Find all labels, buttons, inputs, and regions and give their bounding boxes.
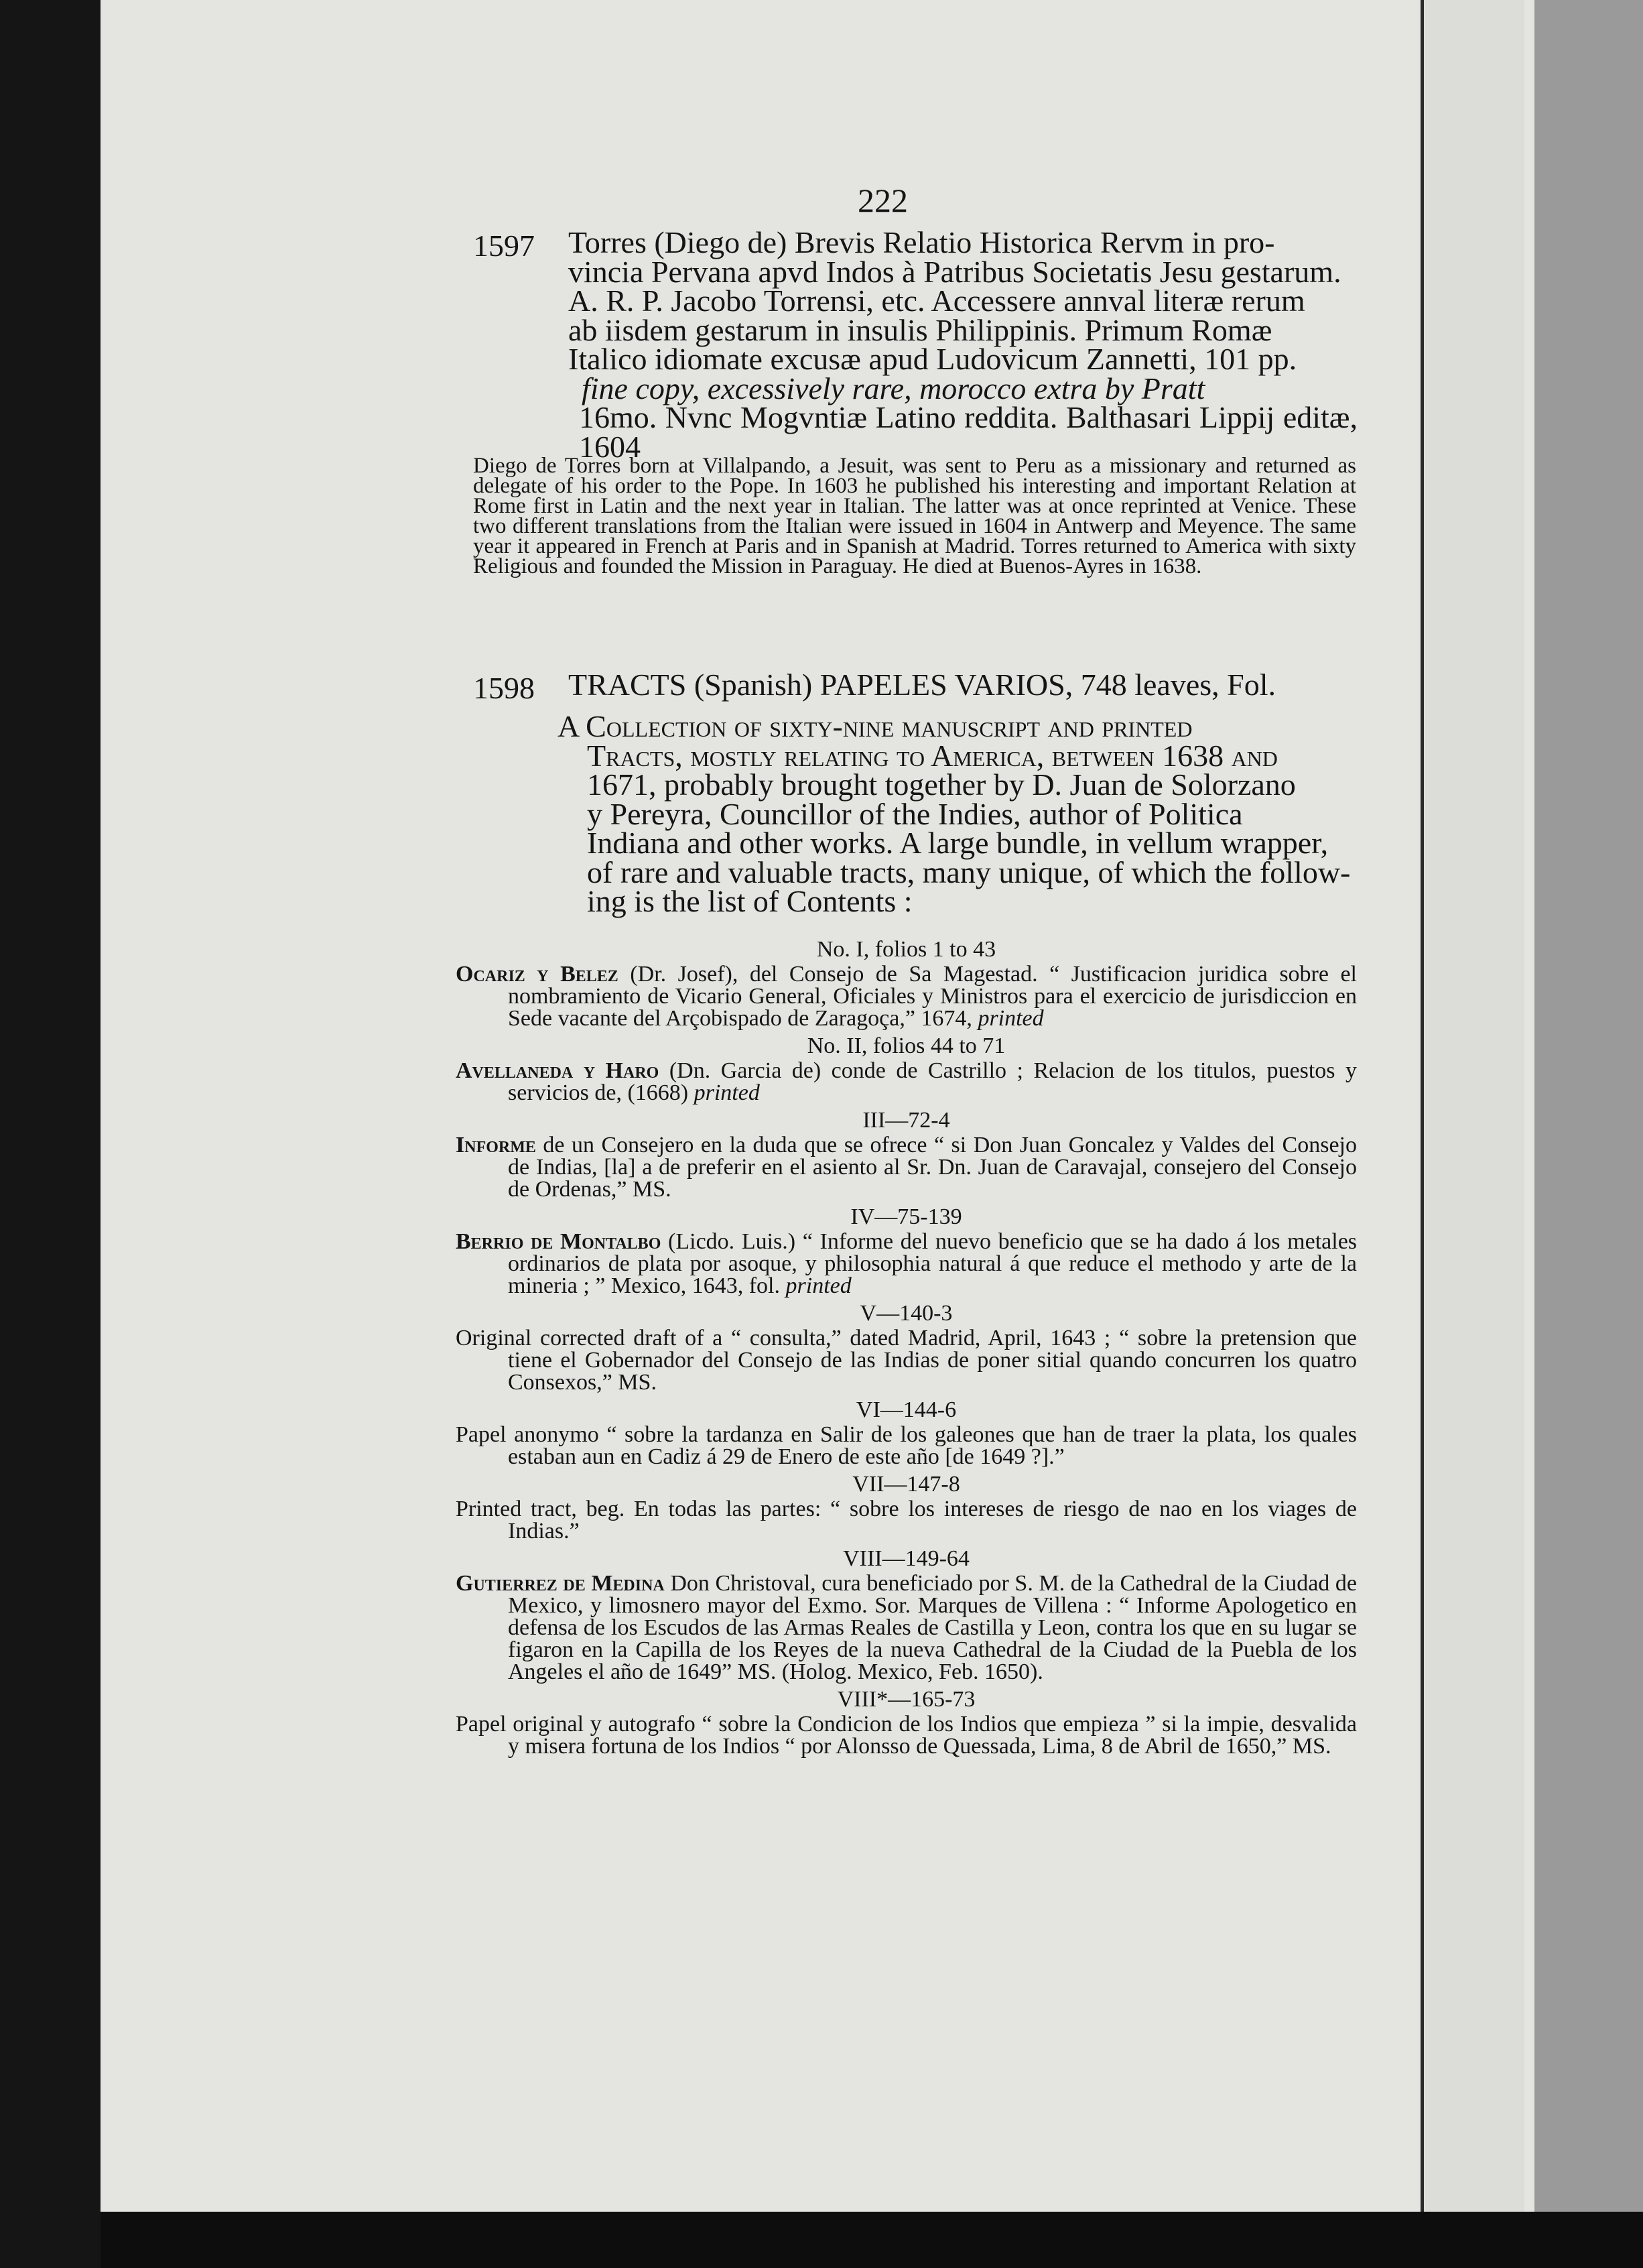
contents-item-author: Gutierrez de Medina <box>456 1571 665 1596</box>
contents-item-author: Ocariz y Belez <box>456 962 618 987</box>
page-number: 222 <box>858 182 908 219</box>
contents-item-author: Informe <box>456 1133 536 1157</box>
contents-item-text: Original corrected draft of a “ consulta,” dated Madrid, April, 1643 ; “ sobre la pretension que tiene el Gobernador del Consejo de las Indias de poner sitial quando concurren los quatro Consexos,” MS. <box>456 1326 1357 1395</box>
entry-1598-line: ing is the list of Contents : <box>587 884 913 918</box>
entry-1597-line: Italico idiomate excusæ apud Ludovicum Zannetti, 101 pp. <box>568 342 1297 376</box>
contents-item-header: No. II, folios 44 to 71 <box>807 1033 1006 1058</box>
contents-item-text <box>456 1572 1357 1683</box>
entry-1598-line: of rare and valuable tracts, many unique, of which the follow- <box>587 855 1351 889</box>
contents-item-text <box>456 1134 1357 1200</box>
contents-item-header: VIII*—165-73 <box>837 1687 976 1712</box>
entry-number-1598: 1598 <box>473 671 535 705</box>
contents-item-header: VII—147-8 <box>852 1472 960 1497</box>
entry-number-1597: 1597 <box>473 229 535 263</box>
contents-item <box>456 1688 1357 1757</box>
contents-item <box>456 1473 1357 1542</box>
contents-item-author: Berrio de Montalbo <box>456 1229 661 1254</box>
contents-item-header: VI—144-6 <box>856 1397 957 1422</box>
contents-item-body: Don Christoval, cura beneficiado por S. M. de la Cathedral de la Ciudad de Mexico, y limosnero mayor del Exmo. Sor. Marques de Villena : “ Informe Apologetico en defensa de los Escudos de las Armas Reales de Castilla y Leon, contra los que en su lugar se figaron en la Capilla de los Reyes de la nueva Cathedral de la Ciudad de la Puebla de los Angeles el año de 1649” MS. (Holog. Mexico, Feb. 1650). <box>508 1571 1357 1684</box>
entry-1598-line: Tracts, mostly relating to America, between 1638 and <box>587 738 1278 773</box>
contents-item <box>456 1548 1357 1683</box>
contents-item-tail: printed <box>694 1080 760 1105</box>
contents-item <box>456 1206 1357 1297</box>
entry-1597-line: fine copy, excessively rare, morocco extra by Pratt <box>582 371 1205 405</box>
contents-item <box>456 1302 1357 1393</box>
contents-item <box>456 1035 1357 1104</box>
contents-item-header: V—140-3 <box>860 1301 953 1326</box>
entry-1597-line: 16mo. Nvnc Mogvntiæ Latino reddita. Balthasari Lippij editæ, 1604 <box>579 400 1358 464</box>
contents-list <box>456 938 1357 1757</box>
page-gutter <box>1421 0 1524 2212</box>
entry-1598-line: 1671, probably brought together by D. Juan de Solorzano <box>587 767 1296 802</box>
contents-item-text <box>456 1231 1357 1297</box>
contents-item-header: VIII—149-64 <box>843 1546 970 1571</box>
entry-1597-line: vincia Pervana apvd Indos à Patribus Societatis Jesu gestarum. <box>568 254 1341 289</box>
scan-margin-right <box>1534 0 1643 2268</box>
contents-item <box>456 1399 1357 1468</box>
contents-item-header: No. I, folios 1 to 43 <box>816 937 996 962</box>
contents-item-author: Avellaneda y Haro <box>456 1058 659 1083</box>
entry-1597-line: A. R. P. Jacobo Torrensi, etc. Accessere annval literæ rerum <box>568 284 1305 318</box>
contents-item-body: de un Consejero en la duda que se ofrece “ si Don Juan Goncalez y Valdes del Consejo de Indias, [la] a de preferir en el asiento al Sr. Dn. Juan de Caravajal, consejero del Consejo de Ordenas,” MS. <box>508 1133 1358 1202</box>
scan-margin-left <box>0 0 101 2268</box>
entry-1598-description <box>557 709 1358 918</box>
contents-item-header: IV—75-139 <box>850 1204 962 1229</box>
entry-1598-text <box>568 670 1358 700</box>
entry-1598-line: y Pereyra, Councillor of the Indies, author of Politica <box>587 796 1243 831</box>
entry-1597-note: Diego de Torres born at Villalpando, a Jesuit, was sent to Peru as a missionary and returned as delegate of his order to the Pope. In 1603 he published his interesting and important Relation at Rome first in Latin and the next year in Italian. The latter was at once reprinted at Venice. These two different translations from the Italian were issued in 1604 in Antwerp and Meyence. The same year it appeared in French at Paris and in Spanish at Madrid. Torres returned to America with sixty Religious and founded the Mission in Paraguay. He died at Buenos-Ayres in 1638. <box>473 454 1356 578</box>
contents-item <box>456 938 1357 1029</box>
contents-item-text <box>456 963 1357 1029</box>
contents-item-body: (Dn. Garcia de) conde de Castrillo ; Relacion de los titulos, puestos y servicios de, (1668) <box>508 1058 1358 1105</box>
contents-item-text: Printed tract, beg. En todas las partes: “ sobre los intereses de riesgo de nao en los viages de Indias.” <box>456 1497 1357 1544</box>
entry-1597-line: ab iisdem gestarum in insulis Philippinis. Primum Romæ <box>568 312 1272 347</box>
entry-1598-heading: TRACTS (Spanish) PAPELES VARIOS, 748 leaves, Fol. <box>568 668 1276 702</box>
contents-item-tail: printed <box>785 1273 852 1298</box>
contents-item-text: Papel anonymo “ sobre la tardanza en Salir de los galeones que han de traer la plata, los quales estaban aun en Cadiz á 29 de Enero de este año [de 1649 ?].” <box>456 1422 1357 1469</box>
contents-item-tail: printed <box>978 1006 1044 1031</box>
entry-1598-line: A Collection of sixty-nine manuscript and printed <box>557 709 1193 743</box>
contents-item-text <box>456 1060 1357 1104</box>
contents-item-header: III—72-4 <box>862 1108 950 1133</box>
contents-item <box>456 1109 1357 1200</box>
scan-margin-bottom <box>101 2212 1643 2268</box>
contents-item-body: (Dr. Josef), del Consejo de Sa Magestad. “ Justificacion juridica sobre el nombramiento de Vicario General, Oficiales y Ministros para el exercicio de jurisdiccion en Sede vacante del Arçobispado de Zaragoça,” 1674, <box>508 962 1358 1031</box>
entry-1597-line: Torres (Diego de) Brevis Relatio Historica Rervm in pro- <box>568 225 1275 259</box>
contents-item-body: (Licdo. Luis.) “ Informe del nuevo beneficio que se ha dado á los metales ordinarios de plata por asoque, y philosophia natural á que reduce el methodo y arte de la mineria ; ” Mexico, 1643, fol. <box>508 1229 1358 1298</box>
contents-item-text: Papel original y autografo “ sobre la Condicion de los Indios que empieza ” si la impie, desvalida y misera fortuna de los Indios “ por Alonsso de Quessada, Lima, 8 de Abril de 1650,” MS. <box>456 1712 1357 1759</box>
entry-1597-text <box>568 225 1358 464</box>
entry-1598-line: Indiana and other works. A large bundle, in vellum wrapper, <box>587 826 1329 860</box>
